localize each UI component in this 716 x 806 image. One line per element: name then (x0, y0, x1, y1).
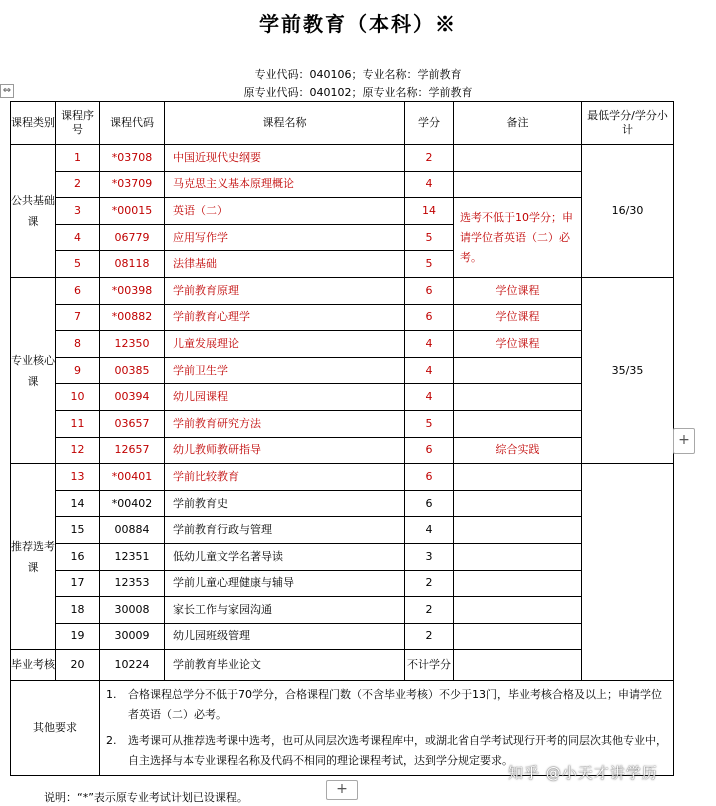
row-credit: 5 (405, 410, 454, 437)
row-name: 学前卫生学 (165, 357, 405, 384)
row-name: 学前教育心理学 (165, 304, 405, 331)
table-row (11, 331, 674, 358)
row-note: 综合实践 (454, 437, 582, 464)
row-name: 学前教育史 (165, 490, 405, 517)
row-seq: 8 (56, 331, 100, 358)
row-code: *03709 (100, 171, 165, 198)
row-code: 12351 (100, 543, 165, 570)
header-min-credit: 最低学分/学分小计 (582, 102, 674, 145)
table-row (11, 357, 674, 384)
table-row (11, 517, 674, 544)
row-note (454, 464, 582, 491)
row-credit: 2 (405, 145, 454, 172)
category-core: 专业核心课 (11, 277, 56, 463)
row-code: 08118 (100, 251, 165, 278)
row-name: 家长工作与家园沟通 (165, 597, 405, 624)
table-row (11, 543, 674, 570)
row-name: 中国近现代史纲要 (165, 145, 405, 172)
table-row (11, 277, 674, 304)
row-name: 学前儿童心理健康与辅导 (165, 570, 405, 597)
header-category: 课程类别 (11, 102, 56, 145)
row-code: 12350 (100, 331, 165, 358)
row-note (454, 357, 582, 384)
header-code: 课程代码 (100, 102, 165, 145)
row-code: 00385 (100, 357, 165, 384)
table-row (11, 304, 674, 331)
table-row (11, 410, 674, 437)
row-seq: 9 (56, 357, 100, 384)
row-credit: 5 (405, 251, 454, 278)
row-note (454, 623, 582, 650)
footnote: 说明：“*”表示原专业考试计划已设课程。 (44, 791, 248, 804)
row-code: *00398 (100, 277, 165, 304)
header-note: 备注 (454, 102, 582, 145)
row-note (454, 171, 582, 198)
row-seq: 14 (56, 490, 100, 517)
other-requirements-label: 其他要求 (11, 681, 100, 776)
table-move-handle-icon[interactable]: ⇔ (0, 84, 14, 98)
subtotal-recommended (582, 464, 674, 681)
category-recommended: 推荐选考课 (11, 464, 56, 650)
row-seq: 15 (56, 517, 100, 544)
row-name: 学前教育原理 (165, 277, 405, 304)
row-seq: 6 (56, 277, 100, 304)
row-seq: 2 (56, 171, 100, 198)
table-row (11, 464, 674, 491)
table-row (11, 145, 674, 172)
row-credit: 6 (405, 277, 454, 304)
header-name: 课程名称 (165, 102, 405, 145)
row-note (454, 650, 582, 681)
row-code: 12657 (100, 437, 165, 464)
row-code: 30009 (100, 623, 165, 650)
row-seq: 10 (56, 384, 100, 411)
row-credit: 4 (405, 331, 454, 358)
row-seq: 1 (56, 145, 100, 172)
row-note (454, 543, 582, 570)
row-seq: 5 (56, 251, 100, 278)
add-row-button[interactable]: + (326, 780, 358, 800)
table-row (11, 437, 674, 464)
row-name: 学前教育研究方法 (165, 410, 405, 437)
header-credit: 学分 (405, 102, 454, 145)
row-code: 00884 (100, 517, 165, 544)
row-code: *00015 (100, 198, 165, 225)
row-seq: 16 (56, 543, 100, 570)
category-graduation: 毕业考核 (11, 650, 56, 681)
requirement-text: 合格课程总学分不低于70学分，合格课程门数（不含毕业考核）不少于13门，毕业考核合格及以上；申请学位者英语（二）必考。 (128, 688, 662, 722)
watermark: 知乎 @小天才讲学历 (508, 764, 658, 782)
row-note: 学位课程 (454, 277, 582, 304)
table-row (11, 384, 674, 411)
header-seq: 课程序号 (56, 102, 100, 145)
row-code: 10224 (100, 650, 165, 681)
subtotal-public: 16/30 (582, 145, 674, 278)
table-header-row (11, 102, 674, 145)
row-code: *00402 (100, 490, 165, 517)
row-code: 12353 (100, 570, 165, 597)
table-row (11, 198, 674, 225)
row-credit: 2 (405, 570, 454, 597)
row-note (454, 145, 582, 172)
row-note (454, 597, 582, 624)
row-seq: 13 (56, 464, 100, 491)
requirement-number: 2. (106, 734, 117, 748)
row-credit: 4 (405, 517, 454, 544)
table-row (11, 650, 674, 681)
subtotal-core: 35/35 (582, 277, 674, 463)
table-row (11, 597, 674, 624)
add-column-button[interactable]: + (673, 428, 695, 454)
course-plan-table (10, 101, 674, 776)
row-name: 法律基础 (165, 251, 405, 278)
row-code: *00401 (100, 464, 165, 491)
row-name: 应用写作学 (165, 224, 405, 251)
row-code: 06779 (100, 224, 165, 251)
row-note (454, 410, 582, 437)
row-note (454, 490, 582, 517)
table-row (11, 490, 674, 517)
table-row (11, 570, 674, 597)
row-seq: 3 (56, 198, 100, 225)
row-credit: 14 (405, 198, 454, 225)
row-code: 00394 (100, 384, 165, 411)
row-code: 30008 (100, 597, 165, 624)
row-note (454, 384, 582, 411)
row-credit: 6 (405, 304, 454, 331)
row-credit: 5 (405, 224, 454, 251)
row-name: 学前比较教育 (165, 464, 405, 491)
row-name: 幼儿教师教研指导 (165, 437, 405, 464)
row-credit: 4 (405, 357, 454, 384)
row-code: *00882 (100, 304, 165, 331)
row-seq: 12 (56, 437, 100, 464)
row-credit: 2 (405, 597, 454, 624)
row-note: 学位课程 (454, 331, 582, 358)
row-name: 学前教育行政与管理 (165, 517, 405, 544)
row-seq: 4 (56, 224, 100, 251)
row-name: 马克思主义基本原理概论 (165, 171, 405, 198)
requirement-text: 选考课可从推荐选考课中选考，也可从同层次选考课程库中，或湖北省自学考试现行开考的同层次其他专业中，自主选择与本专业课程名称及代码不相同的理论课程考试，达到学分规定要求。 (128, 734, 667, 768)
former-major-code-line: 原专业代码：040102；原专业名称：学前教育 (243, 86, 473, 99)
requirement-number: 1. (106, 688, 117, 702)
row-credit: 2 (405, 623, 454, 650)
row-note (454, 517, 582, 544)
row-name: 低幼儿童文学名著导读 (165, 543, 405, 570)
major-code-line: 专业代码：040106；专业名称：学前教育 (254, 68, 462, 81)
row-name: 儿童发展理论 (165, 331, 405, 358)
row-credit: 6 (405, 464, 454, 491)
row-credit: 6 (405, 490, 454, 517)
row-name: 学前教育毕业论文 (165, 650, 405, 681)
row-credit: 4 (405, 384, 454, 411)
row-seq: 18 (56, 597, 100, 624)
row-seq: 20 (56, 650, 100, 681)
row-credit: 不计学分 (405, 650, 454, 681)
row-note (454, 570, 582, 597)
row-code: 03657 (100, 410, 165, 437)
row-code: *03708 (100, 145, 165, 172)
row-credit: 6 (405, 437, 454, 464)
requirement-item (106, 685, 667, 725)
page-title: 学前教育（本科）※ (259, 12, 457, 36)
row-seq: 19 (56, 623, 100, 650)
table-row (11, 171, 674, 198)
category-public: 公共基础课 (11, 145, 56, 278)
row-seq: 17 (56, 570, 100, 597)
row-name: 英语（二） (165, 198, 405, 225)
row-note: 学位课程 (454, 304, 582, 331)
row-name: 幼儿园课程 (165, 384, 405, 411)
table-row (11, 623, 674, 650)
row-seq: 11 (56, 410, 100, 437)
row-seq: 7 (56, 304, 100, 331)
row-credit: 3 (405, 543, 454, 570)
row-name: 幼儿园班级管理 (165, 623, 405, 650)
public-note: 选考不低于10学分；申请学位者英语（二）必考。 (454, 198, 582, 278)
row-credit: 4 (405, 171, 454, 198)
